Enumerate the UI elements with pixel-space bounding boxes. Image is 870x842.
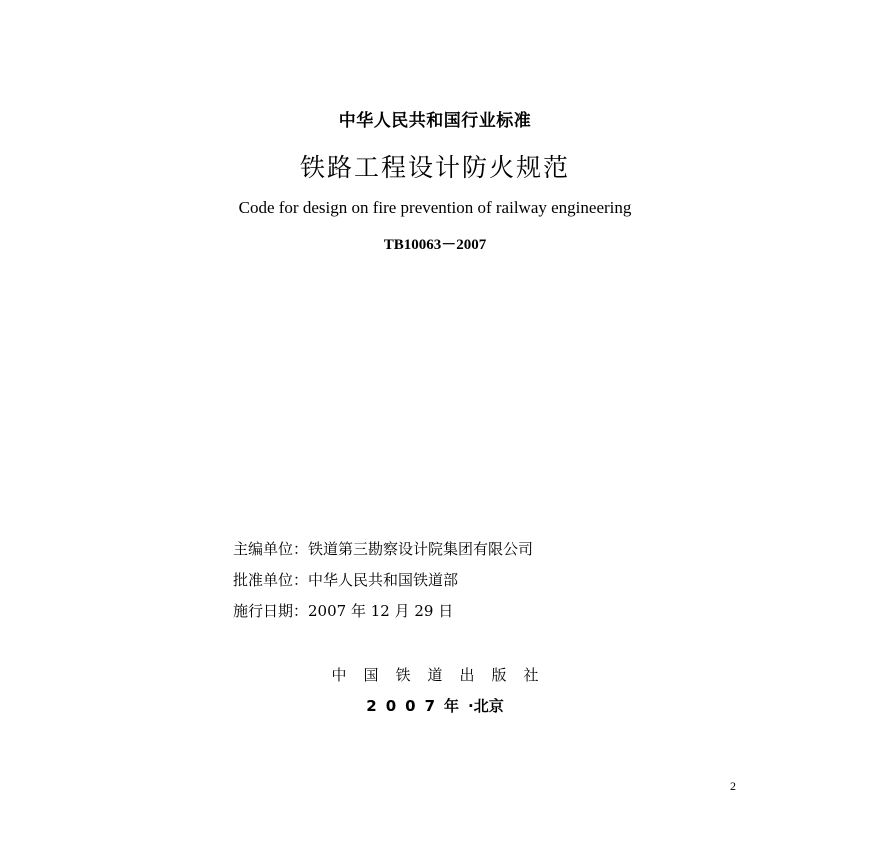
effective-date-row (233, 600, 533, 631)
page-number: 2 (730, 779, 736, 793)
standard-type: 中华人民共和国行业标准 (338, 111, 532, 131)
approver-label: 批准单位： (233, 571, 309, 589)
editor-value: 铁道第三勘察设计院集团有限公司 (308, 540, 534, 558)
effective-date-value: 2007 年 12 月 29 日 (308, 602, 454, 620)
publication-separator: · (468, 697, 474, 715)
editor-row (233, 538, 533, 569)
effective-date-label: 施行日期： (233, 602, 309, 620)
document-title-en: Code for design on fire prevention of railway engineering (238, 198, 632, 217)
info-block (233, 538, 533, 631)
editor-label: 主编单位： (233, 540, 309, 558)
approver-row (233, 569, 533, 600)
publication-line (0, 695, 870, 716)
publication-city: 北京 (473, 697, 504, 715)
publication-year: 2007年 (366, 697, 469, 715)
standard-code: TB10063－2007 (383, 237, 487, 253)
publisher-name: 中国铁道出版社 (331, 666, 556, 684)
document-title-cn: 铁路工程设计防火规范 (299, 153, 570, 182)
approver-value: 中华人民共和国铁道部 (308, 571, 459, 589)
